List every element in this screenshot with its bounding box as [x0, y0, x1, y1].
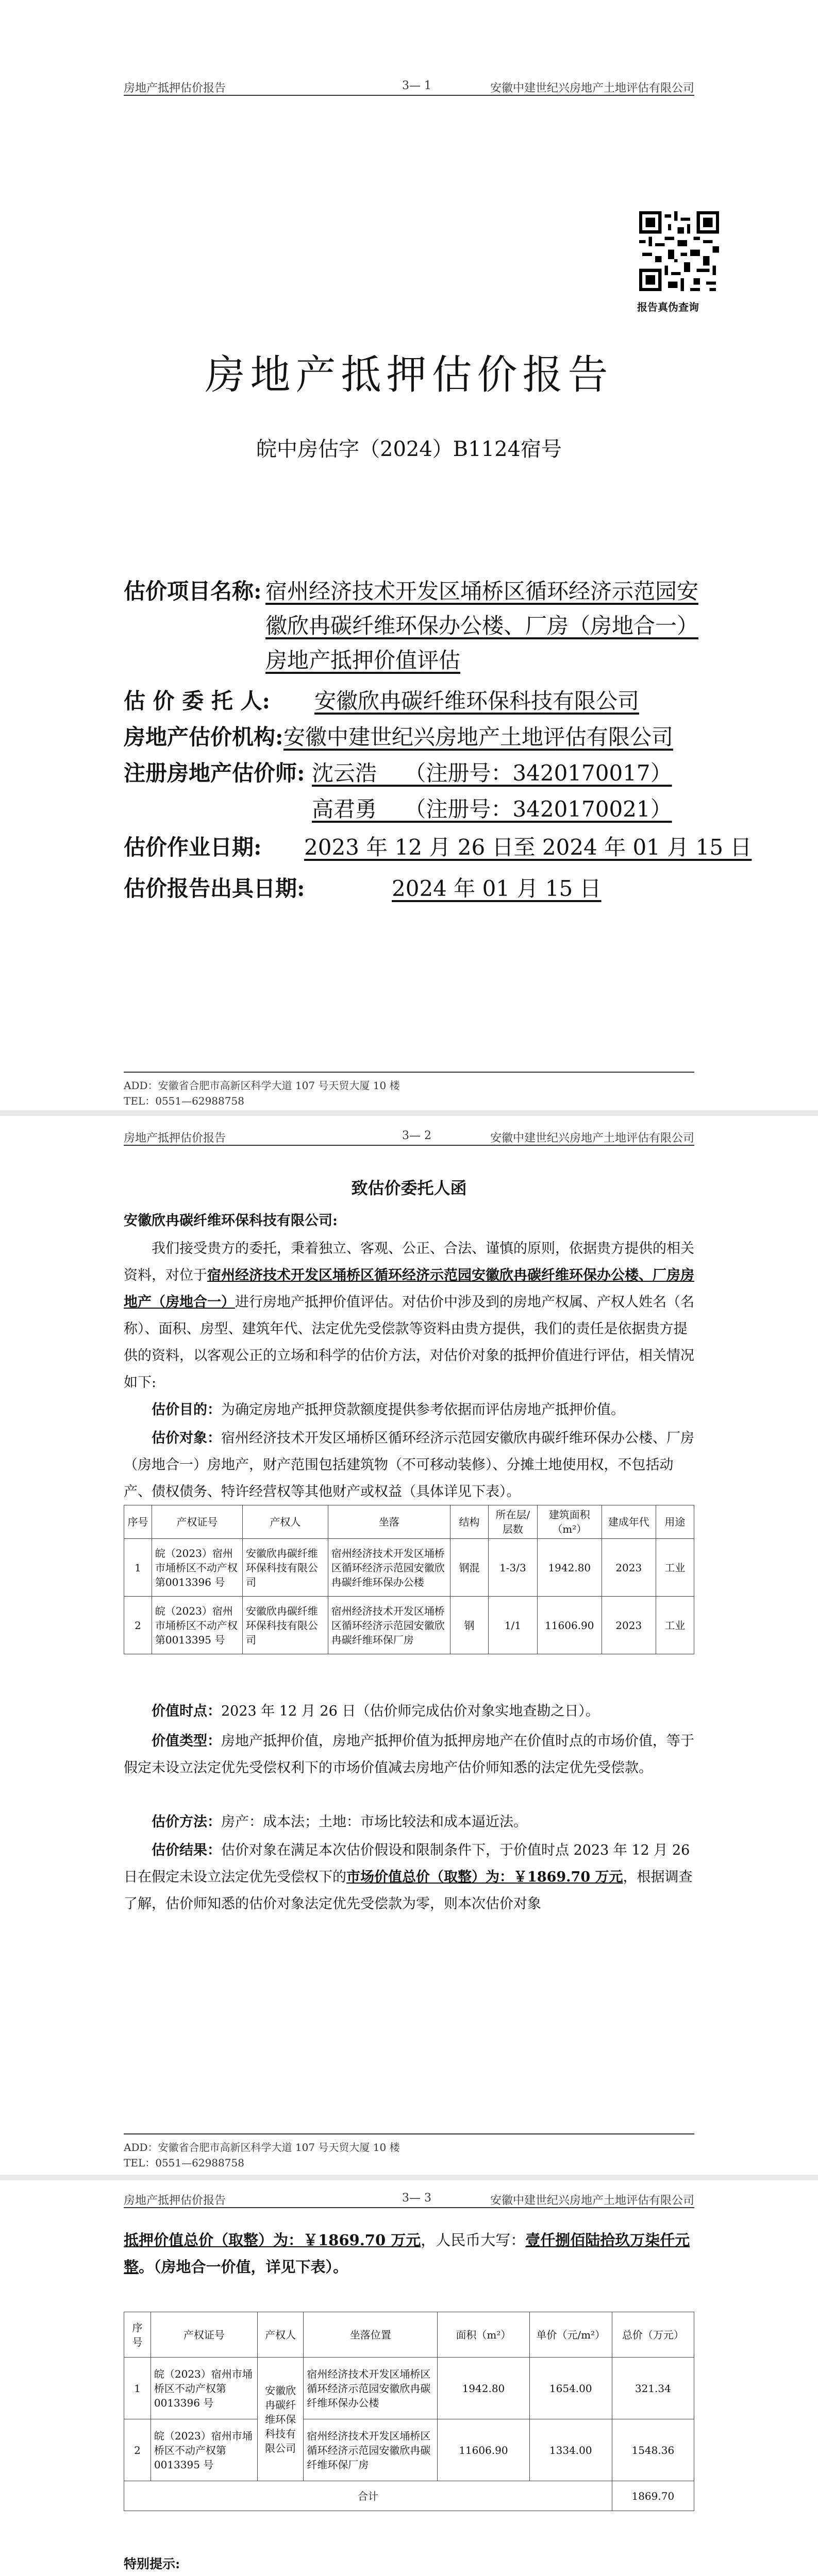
info-value-appraiser-1: 沈云浩 （注册号：3420170017）	[312, 760, 672, 786]
info-label-work-date: 估价作业日期:	[124, 835, 262, 860]
info-label-issue-date: 估价报告出具日期:	[124, 876, 305, 901]
cell: 皖（2023）宿州市埇桥区不动产权第0013395 号	[152, 1597, 242, 1654]
report-number: 皖中房估字（2024）B1124宿号	[256, 437, 562, 461]
footer-phone: TEL：0551—62988758	[124, 1095, 244, 1107]
cell: 2023	[602, 1597, 656, 1654]
info-value-project-1: 宿州经济技术开发区埇桥区循环经济示范园安	[265, 579, 699, 604]
page-footer	[124, 1072, 694, 1109]
cell: 1942.80	[438, 2358, 530, 2419]
page-footer	[124, 2133, 694, 2171]
info-value-project-2: 徽欣冉碳纤维环保办公楼、厂房（房地合一）	[265, 613, 699, 638]
cover-page	[0, 0, 818, 1110]
mortgage-value: 抵押价值总价（取整）为：￥1869.70 万元	[124, 2231, 421, 2249]
cell: 钢混	[450, 1539, 488, 1597]
intro-subject: 宿州经济技术开发区埇桥区循环经济示范园安徽欣冉碳纤维环保办公楼、厂房房地产（房地合一）	[124, 1267, 694, 1310]
result-value: 市场价值总价（取整）为：￥1869.70 万元	[346, 1869, 623, 1885]
cell: 皖（2023）宿州市埇桥区不动产权第0013396 号	[152, 1539, 242, 1597]
cell: 宿州经济技术开发区埇桥区循环经济示范园安徽欣冉碳纤维环保厂房	[304, 2419, 438, 2481]
purpose-text: 为确定房地产抵押贷款额度提供参考依据而评估房地产抵押价值。	[221, 1402, 625, 1418]
notes-title: 特别提示:	[124, 2556, 180, 2571]
col-header: 结构	[450, 1505, 488, 1539]
cell: 安徽欣冉碳纤维环保科技有限公司	[242, 1539, 328, 1597]
col-header: 产权人	[257, 2312, 304, 2358]
cell-owner: 安徽欣冉碳纤维环保科技有限公司	[257, 2358, 304, 2481]
info-label-agency: 房地产估价机构:	[124, 724, 283, 750]
info-value-appraiser-2: 高君勇 （注册号：3420170021）	[312, 796, 672, 822]
value-date-para	[124, 1698, 694, 1725]
header-report-name: 房地产抵押估价报告	[124, 82, 226, 95]
cell: 1	[124, 2358, 151, 2419]
info-value-project-3: 房地产抵押价值评估	[265, 648, 461, 673]
valuation-table	[124, 2312, 694, 2511]
purpose-para	[124, 1397, 694, 1423]
col-header: 建筑面积（m²）	[537, 1505, 602, 1539]
col-header: 产权人	[242, 1505, 328, 1539]
cell: 工业	[656, 1539, 694, 1597]
cell: 1942.80	[537, 1539, 602, 1597]
cell: 宿州经济技术开发区埇桥区循环经济示范园安徽欣冉碳纤维环保办公楼	[304, 2358, 438, 2419]
cell: 皖（2023）宿州市埇桥区不动产权第 0013395 号	[151, 2419, 257, 2481]
cell: 321.34	[612, 2358, 694, 2419]
col-header: 所在层/层数	[489, 1505, 538, 1539]
col-header: 产权证号	[152, 1505, 242, 1539]
info-value-client: 安徽欣冉碳纤维环保科技有限公司	[314, 688, 640, 714]
col-header: 坐落位置	[304, 2312, 438, 2358]
header-report-name: 房地产抵押估价报告	[124, 2194, 226, 2207]
info-value-issue-date: 2024 年 01 月 15 日	[392, 876, 602, 901]
letter-intro	[124, 1235, 694, 1396]
total-value: 1869.70	[612, 2481, 694, 2511]
cell: 宿州经济技术开发区埇桥区循环经济示范园安徽欣冉碳纤维环保办公楼	[328, 1539, 450, 1597]
cell: 工业	[656, 1597, 694, 1654]
value-type-text: 房地产抵押价值，房地产抵押价值为抵押房地产在价值时点的市场价值，等于假定未设立法定优先受偿权利下的市场价值减去房地产估价师知悉的法定优先受偿款。	[124, 1733, 694, 1776]
col-header: 面积（m²）	[438, 2312, 530, 2358]
purpose-label: 估价目的：	[152, 1402, 221, 1418]
method-para	[124, 1809, 694, 1836]
table-row	[124, 2358, 694, 2419]
col-header: 序号	[124, 2312, 151, 2358]
cell: 钢	[450, 1597, 488, 1654]
footer-address: ADD：安徽省合肥市高新区科学大道 107 号天贸大厦 10 楼	[124, 1079, 400, 1092]
object-label: 估价对象：	[152, 1430, 221, 1446]
col-header: 产权证号	[151, 2312, 257, 2358]
header-company: 安徽中建世纪兴房地产土地评估有限公司	[490, 1132, 694, 1145]
table-header-row	[124, 2312, 694, 2358]
cell: 1548.36	[612, 2419, 694, 2481]
col-header: 总价（万元）	[612, 2312, 694, 2358]
mortgage-text: ，人民币大写：	[421, 2231, 526, 2249]
mortgage-value-words: 壹仟捌佰陆拾玖万柒仟元整	[124, 2231, 690, 2276]
object-table	[124, 1505, 694, 1654]
header-report-name: 房地产抵押估价报告	[124, 1132, 226, 1145]
cell: 宿州经济技术开发区埇桥区循环经济示范园安徽欣冉碳纤维环保厂房	[328, 1597, 450, 1654]
header-page-number: 3— 3	[402, 2192, 431, 2205]
cell: 11606.90	[537, 1597, 602, 1654]
cell: 1654.00	[529, 2358, 612, 2419]
letter-addressee: 安徽欣冉碳纤维环保科技有限公司:	[124, 1213, 338, 1229]
cell: 皖（2023）宿州市埇桥区不动产权第 0013396 号	[151, 2358, 257, 2419]
cell: 1/1	[489, 1597, 538, 1654]
cell: 1-3/3	[489, 1539, 538, 1597]
cell: 1	[124, 1539, 152, 1597]
value-date-label: 价值时点：	[152, 1703, 221, 1719]
letter-page	[0, 1116, 818, 2175]
qr-caption: 报告真伪查询	[637, 301, 699, 313]
object-para	[124, 1425, 694, 1505]
page-header	[124, 1127, 694, 1146]
intro-text-2: 进行房地产抵押价值评估。对估价中涉及到的房地产权属、产权人姓名（名称）、面积、房型、建筑年代、法定优先受偿款等资料由贵方提供，我们的责任是依据贵方提供的资料，以客观公正的立场和科学的估价方法，对估价对象的抵押价值进行评估，相关情况如下:	[124, 1294, 694, 1391]
method-text: 房产：成本法；土地：市场比较法和成本逼近法。	[221, 1814, 527, 1830]
result-text: 估价对象在满足本次估价假设和限制条件下，于价值时点 2023 年 12 月 26 日在假定未设立法定优先受偿权下的	[124, 1842, 690, 1885]
intro-text: 我们接受贵方的委托，秉着独立、客观、公正、合法、谨慎的原则，依据贵方提供的相关资料，对位于	[124, 1241, 694, 1283]
cell: 11606.90	[438, 2419, 530, 2481]
cell: 1334.00	[529, 2419, 612, 2481]
object-text: 宿州经济技术开发区埇桥区循环经济示范园安徽欣冉碳纤维环保办公楼、厂房（房地合一）房地产，财产范围包括建筑物（不可移动装修）、分摊土地使用权，不包括动产、债权债务、特许经营权等其他财产或权益（具体详见下表）。	[124, 1430, 694, 1500]
col-header: 建成年代	[602, 1505, 656, 1539]
info-label-client: 估 价 委 托 人:	[124, 688, 270, 714]
value-date-text: 2023 年 12 月 26 日（估价师完成估价对象实地查勘之日）。	[221, 1703, 599, 1719]
qr-code-icon[interactable]	[639, 211, 719, 291]
table-total-row	[124, 2481, 694, 2511]
result-para	[124, 1837, 694, 1918]
header-page-number: 3— 2	[402, 1129, 431, 1142]
value-type-para	[124, 1728, 694, 1782]
info-value-work-date: 2023 年 12 月 26 日至 2024 年 01 月 15 日	[304, 835, 752, 860]
table-header-row	[124, 1505, 694, 1539]
report-title: 房地产抵押估价报告	[205, 352, 613, 398]
value-type-label: 价值类型：	[152, 1733, 221, 1749]
cell: 2023	[602, 1539, 656, 1597]
page-header	[124, 2190, 694, 2208]
info-label-appraiser: 注册房地产估价师:	[124, 760, 305, 786]
letter-page-2	[0, 2180, 818, 2576]
result-text-2: ，根据调查了解，估价师知悉的估价对象法定优先受偿款为零，则本次估价对象	[124, 1869, 693, 1912]
header-company: 安徽中建世纪兴房地产土地评估有限公司	[490, 2194, 694, 2207]
mortgage-value-para	[124, 2227, 694, 2280]
result-label: 估价结果：	[152, 1842, 221, 1858]
header-page-number: 3— 1	[402, 79, 431, 92]
footer-phone: TEL：0551—62988758	[124, 2157, 244, 2169]
col-header: 坐落	[328, 1505, 450, 1539]
info-value-agency: 安徽中建世纪兴房地产土地评估有限公司	[283, 724, 674, 750]
mortgage-note: 。（房地合一价值，详见下表）。	[139, 2258, 348, 2276]
info-label: 估价项目名称:	[124, 579, 262, 604]
cell: 安徽欣冉碳纤维环保科技有限公司	[242, 1597, 328, 1654]
header-company: 安徽中建世纪兴房地产土地评估有限公司	[490, 82, 694, 95]
cell: 2	[124, 1597, 152, 1654]
table-row	[124, 2419, 694, 2481]
letter-title: 致估价委托人函	[351, 1178, 467, 1198]
footer-address: ADD：安徽省合肥市高新区科学大道 107 号天贸大厦 10 楼	[124, 2141, 400, 2154]
page-header	[124, 77, 694, 96]
col-header: 单价（元/m²）	[529, 2312, 612, 2358]
method-label: 估价方法：	[152, 1814, 221, 1830]
table-row	[124, 1597, 694, 1654]
col-header: 用途	[656, 1505, 694, 1539]
cell: 2	[124, 2419, 151, 2481]
table-row	[124, 1539, 694, 1597]
col-header: 序号	[124, 1505, 152, 1539]
total-label: 合计	[124, 2481, 612, 2511]
